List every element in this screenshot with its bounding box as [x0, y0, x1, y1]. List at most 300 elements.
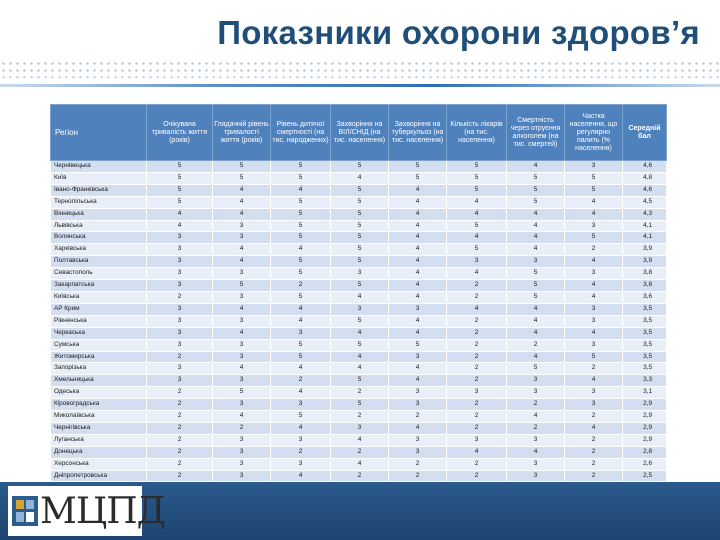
average-score-cell: 4,6 — [623, 161, 667, 173]
score-cell: 5 — [271, 268, 331, 280]
region-cell: Дніпропетровська — [51, 470, 147, 482]
score-cell: 5 — [565, 351, 623, 363]
score-cell: 5 — [271, 411, 331, 423]
score-cell: 3 — [213, 220, 271, 232]
score-cell: 4 — [507, 303, 565, 315]
score-cell: 5 — [447, 220, 507, 232]
score-cell: 3 — [147, 244, 213, 256]
score-cell: 5 — [447, 184, 507, 196]
table-row — [51, 220, 667, 232]
score-cell: 4 — [389, 268, 447, 280]
score-cell: 2 — [565, 470, 623, 482]
score-cell: 2 — [507, 422, 565, 434]
score-cell: 2 — [271, 375, 331, 387]
score-cell: 4 — [507, 161, 565, 173]
region-cell: АР Крим — [51, 303, 147, 315]
region-cell: Рівненська — [51, 315, 147, 327]
score-cell: 3 — [213, 470, 271, 482]
score-cell: 5 — [331, 220, 389, 232]
score-cell: 3 — [331, 422, 389, 434]
score-cell: 3 — [565, 399, 623, 411]
score-cell: 5 — [507, 268, 565, 280]
score-cell: 4 — [331, 363, 389, 375]
score-cell: 3 — [213, 339, 271, 351]
score-cell: 5 — [331, 208, 389, 220]
score-cell: 3 — [147, 280, 213, 292]
average-score-cell: 4,1 — [623, 232, 667, 244]
score-cell: 2 — [565, 244, 623, 256]
column-header: Захворіння на ВІЛ/СНІД (на тис. населення) — [331, 105, 389, 161]
column-header: Рівень дитячої смертності (на тис. народжених) — [271, 105, 331, 161]
region-cell: Житомирська — [51, 351, 147, 363]
score-cell: 3 — [565, 387, 623, 399]
average-score-cell: 2,9 — [623, 434, 667, 446]
score-cell: 4 — [213, 363, 271, 375]
column-header: Захворіння на туберкульоз (на тис. населення) — [389, 105, 447, 161]
table-row — [51, 196, 667, 208]
score-cell: 3 — [213, 434, 271, 446]
score-cell: 3 — [447, 434, 507, 446]
score-cell: 5 — [331, 232, 389, 244]
average-score-cell: 4,1 — [623, 220, 667, 232]
average-score-cell: 3,6 — [623, 291, 667, 303]
average-score-cell: 3,5 — [623, 363, 667, 375]
score-cell: 3 — [271, 458, 331, 470]
score-cell: 4 — [507, 315, 565, 327]
score-cell: 3 — [213, 291, 271, 303]
score-cell: 3 — [213, 268, 271, 280]
region-cell: Черкаська — [51, 327, 147, 339]
average-score-cell: 3,8 — [623, 268, 667, 280]
score-cell: 5 — [331, 315, 389, 327]
slide-title: Показники охорони здоров’я — [217, 14, 700, 51]
score-cell: 5 — [213, 172, 271, 184]
score-cell: 3 — [507, 470, 565, 482]
score-cell: 5 — [447, 244, 507, 256]
logo-icon — [12, 496, 38, 526]
average-score-cell: 3,9 — [623, 256, 667, 268]
average-score-cell: 2,5 — [623, 470, 667, 482]
score-cell: 2 — [565, 434, 623, 446]
score-cell: 3 — [389, 446, 447, 458]
score-cell: 4 — [389, 363, 447, 375]
score-cell: 3 — [147, 363, 213, 375]
region-cell: Львівська — [51, 220, 147, 232]
table-body — [51, 161, 667, 482]
score-cell: 5 — [447, 161, 507, 173]
score-cell: 3 — [565, 315, 623, 327]
region-cell: Чернігівська — [51, 422, 147, 434]
score-cell: 3 — [147, 327, 213, 339]
average-score-cell: 2,8 — [623, 446, 667, 458]
score-cell: 5 — [147, 172, 213, 184]
score-cell: 4 — [507, 411, 565, 423]
score-cell: 4 — [565, 256, 623, 268]
score-cell: 2 — [271, 280, 331, 292]
score-cell: 2 — [331, 446, 389, 458]
score-cell: 3 — [389, 387, 447, 399]
table-row — [51, 161, 667, 173]
score-cell: 5 — [331, 280, 389, 292]
table-row — [51, 446, 667, 458]
score-cell: 3 — [213, 458, 271, 470]
table-row — [51, 280, 667, 292]
region-cell: Полтавська — [51, 256, 147, 268]
score-cell: 2 — [147, 458, 213, 470]
score-cell: 4 — [271, 422, 331, 434]
region-cell: Хмельницька — [51, 375, 147, 387]
score-cell: 4 — [389, 315, 447, 327]
score-cell: 3 — [565, 268, 623, 280]
score-cell: 3 — [271, 434, 331, 446]
table-row — [51, 363, 667, 375]
region-cell: Тернопільська — [51, 196, 147, 208]
score-cell: 5 — [565, 232, 623, 244]
table-row — [51, 256, 667, 268]
score-cell: 5 — [565, 184, 623, 196]
score-cell: 3 — [447, 387, 507, 399]
score-cell: 5 — [447, 172, 507, 184]
score-cell: 2 — [147, 411, 213, 423]
score-cell: 5 — [271, 232, 331, 244]
score-cell: 2 — [447, 327, 507, 339]
table-row — [51, 184, 667, 196]
score-cell: 2 — [565, 363, 623, 375]
score-cell: 4 — [213, 208, 271, 220]
score-cell: 5 — [271, 172, 331, 184]
score-cell: 4 — [331, 172, 389, 184]
score-cell: 5 — [271, 339, 331, 351]
average-score-cell: 3,5 — [623, 327, 667, 339]
score-cell: 4 — [213, 184, 271, 196]
score-cell: 2 — [213, 422, 271, 434]
score-cell: 2 — [447, 280, 507, 292]
score-cell: 5 — [331, 256, 389, 268]
score-cell: 4 — [565, 327, 623, 339]
score-cell: 4 — [213, 256, 271, 268]
score-cell: 5 — [331, 161, 389, 173]
score-cell: 4 — [565, 422, 623, 434]
score-cell: 2 — [447, 291, 507, 303]
score-cell: 4 — [507, 446, 565, 458]
score-cell: 5 — [507, 184, 565, 196]
score-cell: 4 — [271, 244, 331, 256]
score-cell: 3 — [213, 315, 271, 327]
score-cell: 3 — [507, 387, 565, 399]
score-cell: 5 — [507, 280, 565, 292]
region-cell: Донецька — [51, 446, 147, 458]
average-score-cell: 4,8 — [623, 172, 667, 184]
score-cell: 2 — [447, 470, 507, 482]
region-cell: Київ — [51, 172, 147, 184]
score-cell: 4 — [389, 220, 447, 232]
average-score-cell: 4,6 — [623, 184, 667, 196]
score-cell: 4 — [213, 303, 271, 315]
score-cell: 4 — [389, 256, 447, 268]
table-header-row — [51, 105, 667, 161]
score-cell: 4 — [271, 363, 331, 375]
score-cell: 4 — [271, 303, 331, 315]
average-score-cell: 3,5 — [623, 303, 667, 315]
health-indicators-table-container — [50, 104, 666, 482]
score-cell: 3 — [147, 375, 213, 387]
table-row — [51, 434, 667, 446]
score-cell: 4 — [213, 327, 271, 339]
score-cell: 2 — [447, 375, 507, 387]
score-cell: 4 — [507, 351, 565, 363]
score-cell: 3 — [507, 434, 565, 446]
score-cell: 4 — [565, 208, 623, 220]
score-cell: 4 — [147, 208, 213, 220]
score-cell: 4 — [389, 375, 447, 387]
logo-text: МЦПД — [40, 491, 165, 532]
score-cell: 4 — [389, 244, 447, 256]
table-row — [51, 422, 667, 434]
score-cell: 4 — [507, 208, 565, 220]
region-cell: Чернівецька — [51, 161, 147, 173]
score-cell: 5 — [331, 244, 389, 256]
score-cell: 3 — [147, 256, 213, 268]
score-cell: 5 — [271, 256, 331, 268]
average-score-cell: 3,5 — [623, 315, 667, 327]
score-cell: 2 — [147, 446, 213, 458]
column-header: Очікувана тривалість життя (років) — [147, 105, 213, 161]
score-cell: 2 — [147, 422, 213, 434]
score-cell: 2 — [147, 434, 213, 446]
score-cell: 2 — [447, 399, 507, 411]
score-cell: 2 — [331, 411, 389, 423]
score-cell: 2 — [389, 470, 447, 482]
score-cell: 3 — [565, 339, 623, 351]
score-cell: 4 — [389, 280, 447, 292]
table-row — [51, 303, 667, 315]
score-cell: 2 — [447, 339, 507, 351]
health-indicators-table — [50, 104, 667, 482]
table-row — [51, 470, 667, 482]
column-header: Глядачній рівень тривалості життя (років) — [213, 105, 271, 161]
score-cell: 3 — [389, 399, 447, 411]
score-cell: 2 — [507, 339, 565, 351]
score-cell: 4 — [389, 232, 447, 244]
score-cell: 4 — [213, 411, 271, 423]
average-score-cell: 2,6 — [623, 458, 667, 470]
score-cell: 3 — [447, 256, 507, 268]
score-cell: 4 — [447, 303, 507, 315]
score-cell: 3 — [147, 339, 213, 351]
score-cell: 3 — [213, 375, 271, 387]
score-cell: 4 — [389, 327, 447, 339]
score-cell: 5 — [389, 339, 447, 351]
score-cell: 3 — [213, 351, 271, 363]
score-cell: 3 — [213, 399, 271, 411]
score-cell: 5 — [331, 339, 389, 351]
average-score-cell: 4,3 — [623, 208, 667, 220]
table-row — [51, 351, 667, 363]
score-cell: 3 — [213, 232, 271, 244]
table-row — [51, 375, 667, 387]
score-cell: 5 — [331, 375, 389, 387]
table-row — [51, 399, 667, 411]
score-cell: 3 — [507, 375, 565, 387]
score-cell: 2 — [447, 351, 507, 363]
score-cell: 3 — [147, 303, 213, 315]
score-cell: 4 — [331, 458, 389, 470]
table-row — [51, 339, 667, 351]
score-cell: 3 — [331, 268, 389, 280]
score-cell: 2 — [447, 422, 507, 434]
score-cell: 4 — [389, 196, 447, 208]
score-cell: 4 — [331, 351, 389, 363]
score-cell: 5 — [271, 351, 331, 363]
score-cell: 5 — [213, 280, 271, 292]
score-cell: 3 — [271, 327, 331, 339]
score-cell: 4 — [447, 446, 507, 458]
score-cell: 4 — [389, 422, 447, 434]
score-cell: 2 — [565, 458, 623, 470]
score-cell: 3 — [565, 161, 623, 173]
column-header: Кількість лікарів (на тис. населення) — [447, 105, 507, 161]
region-cell: Київська — [51, 291, 147, 303]
region-cell: Волинська — [51, 232, 147, 244]
region-cell: Закарпатська — [51, 280, 147, 292]
column-header: Частка населення, що регулярно палить (% населення) — [565, 105, 623, 161]
score-cell: 5 — [271, 196, 331, 208]
table-row — [51, 411, 667, 423]
score-cell: 2 — [565, 446, 623, 458]
score-cell: 4 — [271, 470, 331, 482]
score-cell: 4 — [507, 327, 565, 339]
score-cell: 5 — [147, 184, 213, 196]
score-cell: 4 — [447, 268, 507, 280]
table-row — [51, 387, 667, 399]
score-cell: 3 — [213, 446, 271, 458]
score-cell: 3 — [565, 303, 623, 315]
score-cell: 4 — [331, 434, 389, 446]
score-cell: 3 — [147, 268, 213, 280]
score-cell: 2 — [331, 470, 389, 482]
score-cell: 3 — [565, 220, 623, 232]
table-row — [51, 315, 667, 327]
score-cell: 4 — [331, 291, 389, 303]
score-cell: 4 — [213, 196, 271, 208]
score-cell: 5 — [331, 184, 389, 196]
score-cell: 2 — [331, 387, 389, 399]
score-cell: 4 — [565, 196, 623, 208]
score-cell: 5 — [271, 208, 331, 220]
score-cell: 4 — [389, 208, 447, 220]
score-cell: 2 — [389, 458, 447, 470]
score-cell: 4 — [271, 184, 331, 196]
average-score-cell: 3,9 — [623, 244, 667, 256]
average-score-cell: 3,3 — [623, 375, 667, 387]
score-cell: 5 — [389, 172, 447, 184]
score-cell: 4 — [447, 232, 507, 244]
average-score-cell: 3,1 — [623, 387, 667, 399]
table-row — [51, 172, 667, 184]
score-cell: 3 — [507, 458, 565, 470]
score-cell: 5 — [147, 196, 213, 208]
score-cell: 2 — [565, 411, 623, 423]
score-cell: 4 — [331, 327, 389, 339]
column-header-average: Середній бал — [623, 105, 667, 161]
average-score-cell: 2,9 — [623, 411, 667, 423]
score-cell: 5 — [147, 161, 213, 173]
score-cell: 3 — [389, 351, 447, 363]
average-score-cell: 3,5 — [623, 339, 667, 351]
score-cell: 3 — [147, 315, 213, 327]
score-cell: 5 — [271, 161, 331, 173]
score-cell: 3 — [507, 256, 565, 268]
score-cell: 5 — [213, 387, 271, 399]
region-cell: Кіровоградська — [51, 399, 147, 411]
region-cell: Миколаївська — [51, 411, 147, 423]
score-cell: 5 — [331, 399, 389, 411]
score-cell: 4 — [389, 291, 447, 303]
region-cell: Луганська — [51, 434, 147, 446]
table-row — [51, 208, 667, 220]
score-cell: 2 — [447, 363, 507, 375]
score-cell: 2 — [447, 411, 507, 423]
score-cell: 2 — [147, 291, 213, 303]
score-cell: 4 — [447, 196, 507, 208]
table-row — [51, 232, 667, 244]
score-cell: 4 — [271, 387, 331, 399]
score-cell: 4 — [565, 291, 623, 303]
score-cell: 5 — [331, 196, 389, 208]
average-score-cell: 3,5 — [623, 351, 667, 363]
score-cell: 2 — [147, 399, 213, 411]
score-cell: 4 — [271, 315, 331, 327]
region-cell: Запорізька — [51, 363, 147, 375]
average-score-cell: 2,9 — [623, 422, 667, 434]
score-cell: 4 — [565, 280, 623, 292]
score-cell: 3 — [389, 303, 447, 315]
score-cell: 2 — [389, 411, 447, 423]
score-cell: 2 — [271, 446, 331, 458]
average-score-cell: 2,9 — [623, 399, 667, 411]
score-cell: 5 — [213, 161, 271, 173]
score-cell: 2 — [447, 458, 507, 470]
region-cell: Івано-Франківська — [51, 184, 147, 196]
score-cell: 4 — [507, 232, 565, 244]
score-cell: 2 — [507, 399, 565, 411]
region-cell: Харківська — [51, 244, 147, 256]
header-divider — [0, 84, 720, 87]
score-cell: 5 — [507, 172, 565, 184]
score-cell: 5 — [507, 291, 565, 303]
score-cell: 4 — [389, 184, 447, 196]
region-cell: Одеська — [51, 387, 147, 399]
score-cell: 4 — [147, 220, 213, 232]
table-row — [51, 458, 667, 470]
average-score-cell: 3,8 — [623, 280, 667, 292]
score-cell: 3 — [271, 399, 331, 411]
average-score-cell: 4,5 — [623, 196, 667, 208]
score-cell: 4 — [565, 375, 623, 387]
region-cell: Сумська — [51, 339, 147, 351]
score-cell: 5 — [271, 291, 331, 303]
table-row — [51, 268, 667, 280]
score-cell: 3 — [331, 303, 389, 315]
table-row — [51, 244, 667, 256]
score-cell: 2 — [447, 315, 507, 327]
score-cell: 4 — [507, 244, 565, 256]
score-cell: 3 — [147, 232, 213, 244]
region-cell: Вінницька — [51, 208, 147, 220]
dotted-decoration — [0, 60, 720, 78]
score-cell: 4 — [507, 220, 565, 232]
column-header: Смертність через отруєння алкоголем (на тис. смертей) — [507, 105, 565, 161]
